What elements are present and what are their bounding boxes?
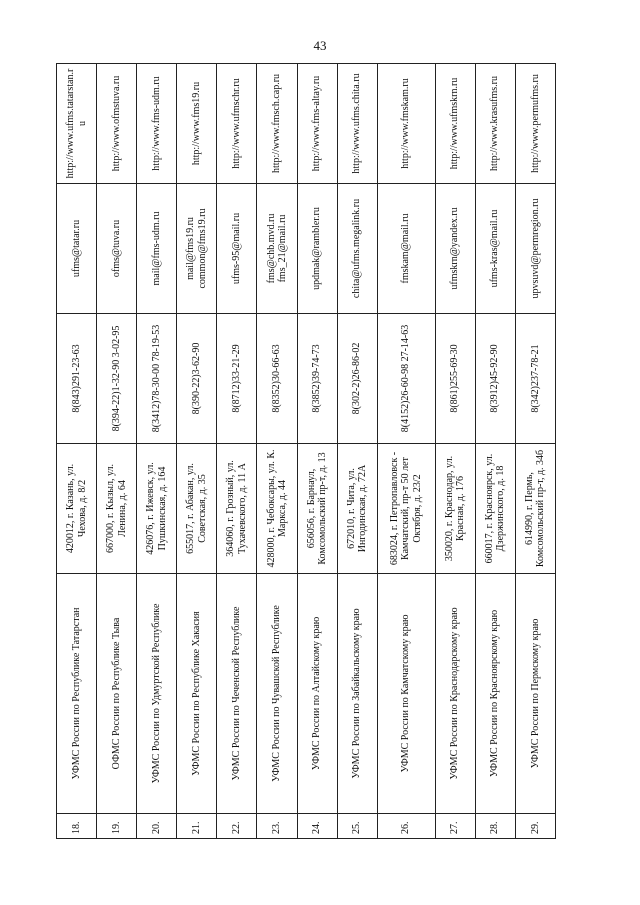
website-cell: http://www.fmskam.ru: [377, 64, 435, 184]
office-name: УФМС России по Алтайскому краю: [297, 574, 337, 814]
office-name: УФМС России по Пермскому краю: [515, 574, 555, 814]
website-cell: http://www.ufmskrn.ru: [435, 64, 475, 184]
phone-cell: 8(861)255-69-30: [435, 314, 475, 444]
address-cell: 683024, г. Петропавловск - Камчатский, пр-т 50 лет Октября, д. 23/2: [377, 444, 435, 574]
table-body: [57, 64, 556, 839]
row-number: 27.: [435, 814, 475, 839]
table-row: [337, 64, 377, 839]
office-name: УФМС России по Республике Татарстан: [57, 574, 97, 814]
email-cell: mail@fms19.ru common@fms19.ru: [177, 184, 217, 314]
email-cell: ofms@tuva.ru: [97, 184, 137, 314]
address-cell: 655017, г. Абакан, ул. Советская, д. 35: [177, 444, 217, 574]
phone-cell: 8(8712)33-21-29: [217, 314, 257, 444]
address-cell: 420012, г. Казань, ул. Чехова, д. 8/2: [57, 444, 97, 574]
office-name: УФМС России по Чувашской Республике: [257, 574, 297, 814]
row-number: 26.: [377, 814, 435, 839]
ufms-directory-table: [56, 63, 556, 839]
table-row: [377, 64, 435, 839]
phone-cell: 8(843)291-23-63: [57, 314, 97, 444]
phone-cell: 8(394-22)1-32-90 3-02-95: [97, 314, 137, 444]
row-number: 20.: [137, 814, 177, 839]
website-cell: http://www.ofmstuva.ru: [97, 64, 137, 184]
table-row: [57, 64, 97, 839]
office-name: УФМС России по Удмуртской Республике: [137, 574, 177, 814]
row-number: 28.: [475, 814, 515, 839]
website-cell: http://www.fms-udm.ru: [137, 64, 177, 184]
website-cell: http://www.fms-altay.ru: [297, 64, 337, 184]
website-cell: http://www.ufms.chita.ru: [337, 64, 377, 184]
table-row: [217, 64, 257, 839]
row-number: 23.: [257, 814, 297, 839]
office-name: УФМС России по Республике Хакасия: [177, 574, 217, 814]
address-cell: 614990, г. Пермь, Комсомольский пр-т, д. 34б: [515, 444, 555, 574]
page-number: 43: [313, 38, 327, 53]
website-cell: http://www.ufmschr.ru: [217, 64, 257, 184]
email-cell: updmak@rambler.ru: [297, 184, 337, 314]
email-cell: ufms-kras@mail.ru: [475, 184, 515, 314]
row-number: 29.: [515, 814, 555, 839]
website-cell: http://www.fms19.ru: [177, 64, 217, 184]
office-name: УФМС России по Краснодарскому краю: [435, 574, 475, 814]
phone-cell: 8(342)237-78-21: [515, 314, 555, 444]
row-number: 18.: [57, 814, 97, 839]
website-cell: http://www.permufms.ru: [515, 64, 555, 184]
phone-cell: 8(8352)30-66-63: [257, 314, 297, 444]
row-number: 22.: [217, 814, 257, 839]
email-cell: ufms-95@mail.ru: [217, 184, 257, 314]
rotated-table-container: [56, 64, 556, 839]
table-row: [137, 64, 177, 839]
office-name: ОФМС России по Республике Тыва: [97, 574, 137, 814]
address-cell: 672010, г. Чита, ул. Ингодинская, д. 72А: [337, 444, 377, 574]
email-cell: chita@ufms.megalink.ru: [337, 184, 377, 314]
website-cell: http://www.krasufms.ru: [475, 64, 515, 184]
table-row: [515, 64, 555, 839]
row-number: 24.: [297, 814, 337, 839]
office-name: УФМС России по Камчатскому краю: [377, 574, 435, 814]
address-cell: 426076, г. Ижевск, ул. Пушкинская, д. 164: [137, 444, 177, 574]
address-cell: 350020, г. Краснодар, ул. Красная, д. 176: [435, 444, 475, 574]
row-number: 21.: [177, 814, 217, 839]
address-cell: 660017, г. Красноярск, ул. Дзержинского, д. 18: [475, 444, 515, 574]
phone-cell: 8(3912)45-92-90: [475, 314, 515, 444]
phone-cell: 8(3852)39-74-73: [297, 314, 337, 444]
email-cell: fms@chb.mvd.ru fms_21@mail.ru: [257, 184, 297, 314]
row-number: 25.: [337, 814, 377, 839]
phone-cell: 8(302-2)26-86-02: [337, 314, 377, 444]
table-row: [475, 64, 515, 839]
phone-cell: 8(4152)26-60-98 27-14-63: [377, 314, 435, 444]
website-cell: http://www.fmsch.cap.ru: [257, 64, 297, 184]
office-name: УФМС России по Забайкальскому краю: [337, 574, 377, 814]
address-cell: 428000, г. Чебоксары, ул. К. Маркса, д. 44: [257, 444, 297, 574]
phone-cell: 8(390-22)3-62-90: [177, 314, 217, 444]
address-cell: 364060, г. Грозный, ул. Тухачевского, д. 11 А: [217, 444, 257, 574]
website-cell: http://www.ufms.tatarstan.ru: [57, 64, 97, 184]
table-row: [177, 64, 217, 839]
email-cell: ufmskrn@yandex.ru: [435, 184, 475, 314]
email-cell: upvsuvd@permregion.ru: [515, 184, 555, 314]
office-name: УФМС России по Красноярскому краю: [475, 574, 515, 814]
office-name: УФМС России по Чеченской Республике: [217, 574, 257, 814]
table-row: [435, 64, 475, 839]
email-cell: mail@fms-udm.ru: [137, 184, 177, 314]
email-cell: fmskam@mail.ru: [377, 184, 435, 314]
email-cell: ufms@tatar.ru: [57, 184, 97, 314]
address-cell: 667000, г. Кызыл, ул. Ленина, д. 64: [97, 444, 137, 574]
table-row: [257, 64, 297, 839]
row-number: 19.: [97, 814, 137, 839]
address-cell: 656056, г. Барнаул, Комсомольский пр-т, д. 13: [297, 444, 337, 574]
phone-cell: 8(3412)78-30-00 78-19-53: [137, 314, 177, 444]
table-row: [97, 64, 137, 839]
table-row: [297, 64, 337, 839]
